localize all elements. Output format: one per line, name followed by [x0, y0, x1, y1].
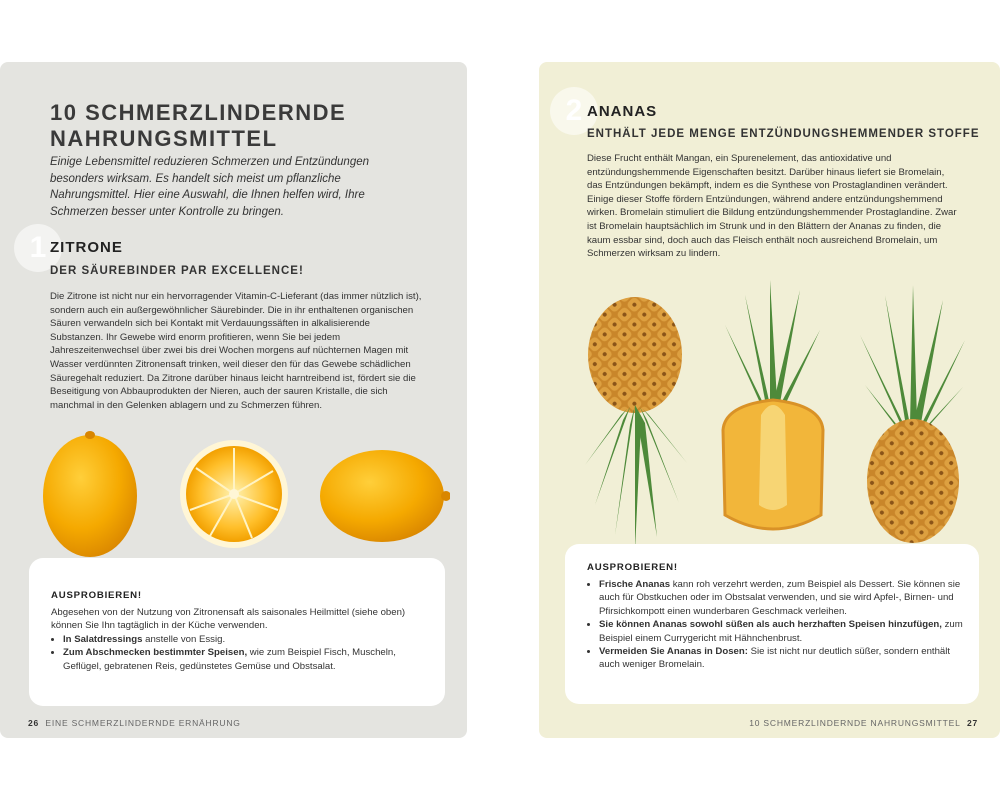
intro-text: Einige Lebensmittel reduzieren Schmerzen und Entzündungen besonders wirksam. Es handelt sich meist um pflanzliche Nahrungsmittel. Hier eine Auswahl, die Ihnen helfen wird, Ihre Schmerzen besser unter Kontrolle zu bringen. — [50, 156, 370, 218]
section-number-2: 2 — [550, 87, 598, 135]
pineapple-photo — [575, 275, 975, 555]
pineapple-upside-down — [585, 297, 687, 550]
list-item: • Frische Ananas kann roh verzehrt werden, zum Beispiel als Dessert. Sie können sie auch für Obstkuchen oder im Obstsalat verwenden, und sie wird Apfel-, Birnen- und Pfirsichkompott einen wunderbaren Geschmack verleihen. — [599, 578, 967, 618]
lemon-photo — [30, 430, 450, 565]
pineapple-subheading: ENTHÄLT JEDE MENGE ENTZÜNDUNGSHEMMENDER STOFFE — [587, 128, 980, 140]
pineapple-body-text: Diese Frucht enthält Mangan, ein Spurenelement, das antioxidative und entzündungshemmende Eigenschaften besitzt. Darüber hinaus liefert sie Bromelain, das Entzündungen bekämpft, indem es die Synthese von Prostaglandinen verändert. Einige dieser Stoffe fördern Entzündungen, während andere entzündungshemmend wirken. Bromelain stimuliert die Bildung entzündungshemmender Prostaglandine. Zwar ist Bromelain hauptsächlich im Strunk und in den Blättern der Ananas zu finden, die kaum essbar sind, doch auch das Fleisch enthält noch ausreichend Bromelain, um Schmerzen wirksam zu lindern. — [587, 153, 957, 260]
list-item: • In Salatdressings anstelle von Essig. — [63, 633, 433, 646]
lemon-tip-box — [29, 558, 445, 706]
pineapple-upright — [860, 285, 965, 543]
pineapple-halved — [723, 280, 823, 529]
whole-lemon-right — [320, 450, 450, 542]
list-item: • Zum Abschmecken bestimmter Speisen, wie zum Beispiel Fisch, Muscheln, Geflügel, gebratenen Reis, gedünstetes Gemüse und Obstsalat. — [63, 646, 433, 673]
lemon-heading: ZITRONE — [50, 239, 123, 256]
footer-right-text: 10 SCHMERZLINDERNDE NAHRUNGSMITTEL — [749, 718, 961, 728]
footer-right — [749, 718, 978, 728]
page-title-line1: 10 SCHMERZLINDERNDE — [50, 100, 347, 125]
lemon-subheading: DER SÄUREBINDER PAR EXCELLENCE! — [50, 265, 304, 277]
page-title-line2: NAHRUNGSMITTEL — [50, 126, 278, 151]
lemon-tip-text: Abgesehen von der Nutzung von Zitronensaft als saisonales Heilmittel (siehe oben) können Sie Ihn tagtäglich in der Küche verwenden. — [51, 607, 406, 632]
section-number-1: 1 — [14, 224, 62, 272]
page-number-left: 26 — [28, 718, 40, 728]
whole-lemon-left — [43, 431, 137, 557]
footer-left-text: EINE SCHMERZLINDERNDE ERNÄHRUNG — [45, 718, 241, 728]
pineapple-tip-list — [587, 578, 967, 672]
pineapple-tip-box — [565, 544, 979, 704]
page-number-right: 27 — [966, 718, 978, 728]
lemon-tip-list — [51, 633, 433, 673]
list-item: • Vermeiden Sie Ananas in Dosen: Sie ist nicht nur deutlich süßer, sondern enthält auch weniger Bromelain. — [599, 645, 967, 672]
pineapple-heading: ANANAS — [587, 103, 658, 120]
lemon-tip-title: AUSPROBIEREN! — [51, 590, 142, 601]
lemon-body-text: Die Zitrone ist nicht nur ein hervorragender Vitamin-C-Lieferant (das immer nützlich ist), sondern auch ein außergewöhnlicher Säurebinder. Die in ihr enthaltenen organischen Säuren verwandeln sich bei Kontakt mit Verdauungssäften in alkalisierende Substanzen. Ihr Gewebe wird enorm profitieren, wenn Sie bei jedem Jahreszeitenwechsel über zwei bis drei Wochen morgens auf nüchternen Magen mit Wasser verdünnten Zitronensaft trinken, weil dieser den für das Gewebe schädlichen Säuregehalt reduziert. Da Zitrone darüber hinaus leicht harntreibend ist, fördert sie die Beseitigung von Abbauprodukten der Nieren, auch der sauren Kristalle, die sich manchmal in den Gelenken ablagern und zu Schmerzen führen. — [50, 291, 422, 411]
lemon-slice — [180, 440, 288, 548]
list-item: • Sie können Ananas sowohl süßen als auch herzhaften Speisen hinzufügen, zum Beispiel einem Currygericht mit Hähnchenbrust. — [599, 618, 967, 645]
pineapple-tip-title: AUSPROBIEREN! — [587, 562, 678, 573]
footer-left — [28, 718, 241, 728]
page-title — [50, 100, 450, 152]
